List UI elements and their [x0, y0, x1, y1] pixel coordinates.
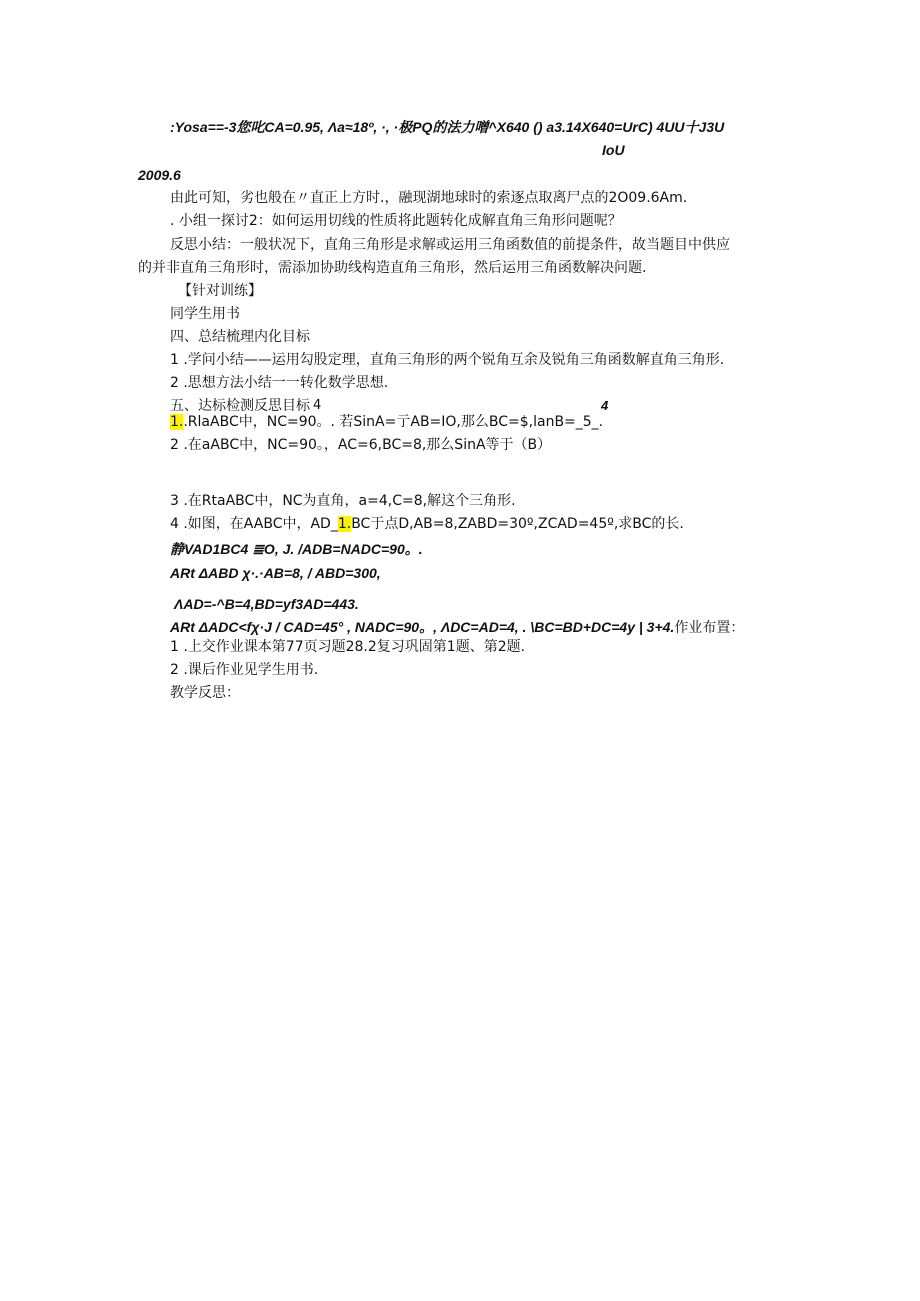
section-four-heading: 四、总结梳理内化目标 [170, 329, 310, 345]
group-discussion: . 小组一探讨2：如何运用切线的性质将此题转化成解直角三角形问题呢？ [170, 213, 622, 229]
exercise-4-pre: 4 .如图，在AABC中，AD_ [170, 516, 338, 532]
highlight-perp: 1. [337, 516, 352, 532]
highlight-number: 1. [170, 414, 184, 430]
solution-line-2: ARt ΔABD χ·.·AB=8, / ABD=300, [170, 565, 381, 581]
homework-item-2: 2 .课后作业见学生用书. [170, 662, 319, 678]
homework-heading: 作业布置： [674, 620, 745, 636]
exercise-2: 2 .在aABC中，NC=90。，AC=6,BC=8,那么SinA等于（B） [170, 437, 552, 453]
exercise-3: 3 .在RtaABC中，NC为直角，a=4,C=8,解这个三角形. [170, 493, 516, 509]
solution-line-4-math: ARt ΔADC<fχ·J / CAD=45° , NADC=90。, ΛDC=AD=4, . \BC=BD+DC=4y | 3+4. [170, 619, 675, 635]
summary-item-1: 1 .学问小结——运用勾股定理，直角三角形的两个锐角互余及锐角三角函数解直角三角形. [170, 352, 725, 368]
reflection-summary: 反思小结：一般状况下，直角三角形是求解或运用三角函数值的前提条件，故当题目中供应 [170, 237, 730, 253]
fraction-numerator: 4 [313, 398, 322, 413]
conclusion-text: 由此可知，劣也般在〃直正上方时.，融现湖地球时的索逐点取离尸点的2O09.6Am. [170, 190, 688, 206]
exercise-1 [170, 413, 603, 431]
section-training: 【针对训练】 [178, 283, 262, 299]
exercise-4-post: BC于点D,AB=8,ZABD=30º,ZCAD=45º,求BC的长. [351, 516, 684, 532]
solution-line-1: 静VAD1BC4 ≣O, J. /ADB=NADC=90。. [170, 541, 423, 557]
reflection-summary-cont: 的并非直角三角形时，需添加协助线构造直角三角形，然后运用三角函数解决问题. [138, 260, 647, 276]
student-book-note: 同学生用书 [170, 306, 240, 322]
summary-item-2: 2 .思想方法小结一一转化数学思想. [170, 375, 389, 391]
exercise-4 [170, 515, 684, 533]
fraction-numerator-2: 4 [601, 398, 609, 413]
solution-line-4 [170, 618, 744, 637]
exercise-1-text: .RlaABC中，NC=90。. 若SinA=亍AB=IO,那么BC=$,lanB=_5_. [183, 414, 604, 430]
solution-line-3: ΛAD=-^B=4,BD=yf3AD=443. [174, 596, 359, 612]
formula-line-2: IoU [602, 142, 625, 158]
teaching-reflection: 教学反思： [170, 685, 240, 701]
section-five-heading: 五、达标检测反思目标 [170, 398, 310, 414]
homework-item-1: 1 .上交作业课本第77页习题28.2复习巩固第1题、第2题. [170, 639, 526, 655]
formula-line-1: :Yosa==-3您叱CA=0.95, Λa≈18º, ·, ·极PQ的法力噌^X640 () a3.14X640=UrC) 4UU十J3U [170, 119, 725, 135]
result-value: 2009.6 [138, 167, 181, 183]
